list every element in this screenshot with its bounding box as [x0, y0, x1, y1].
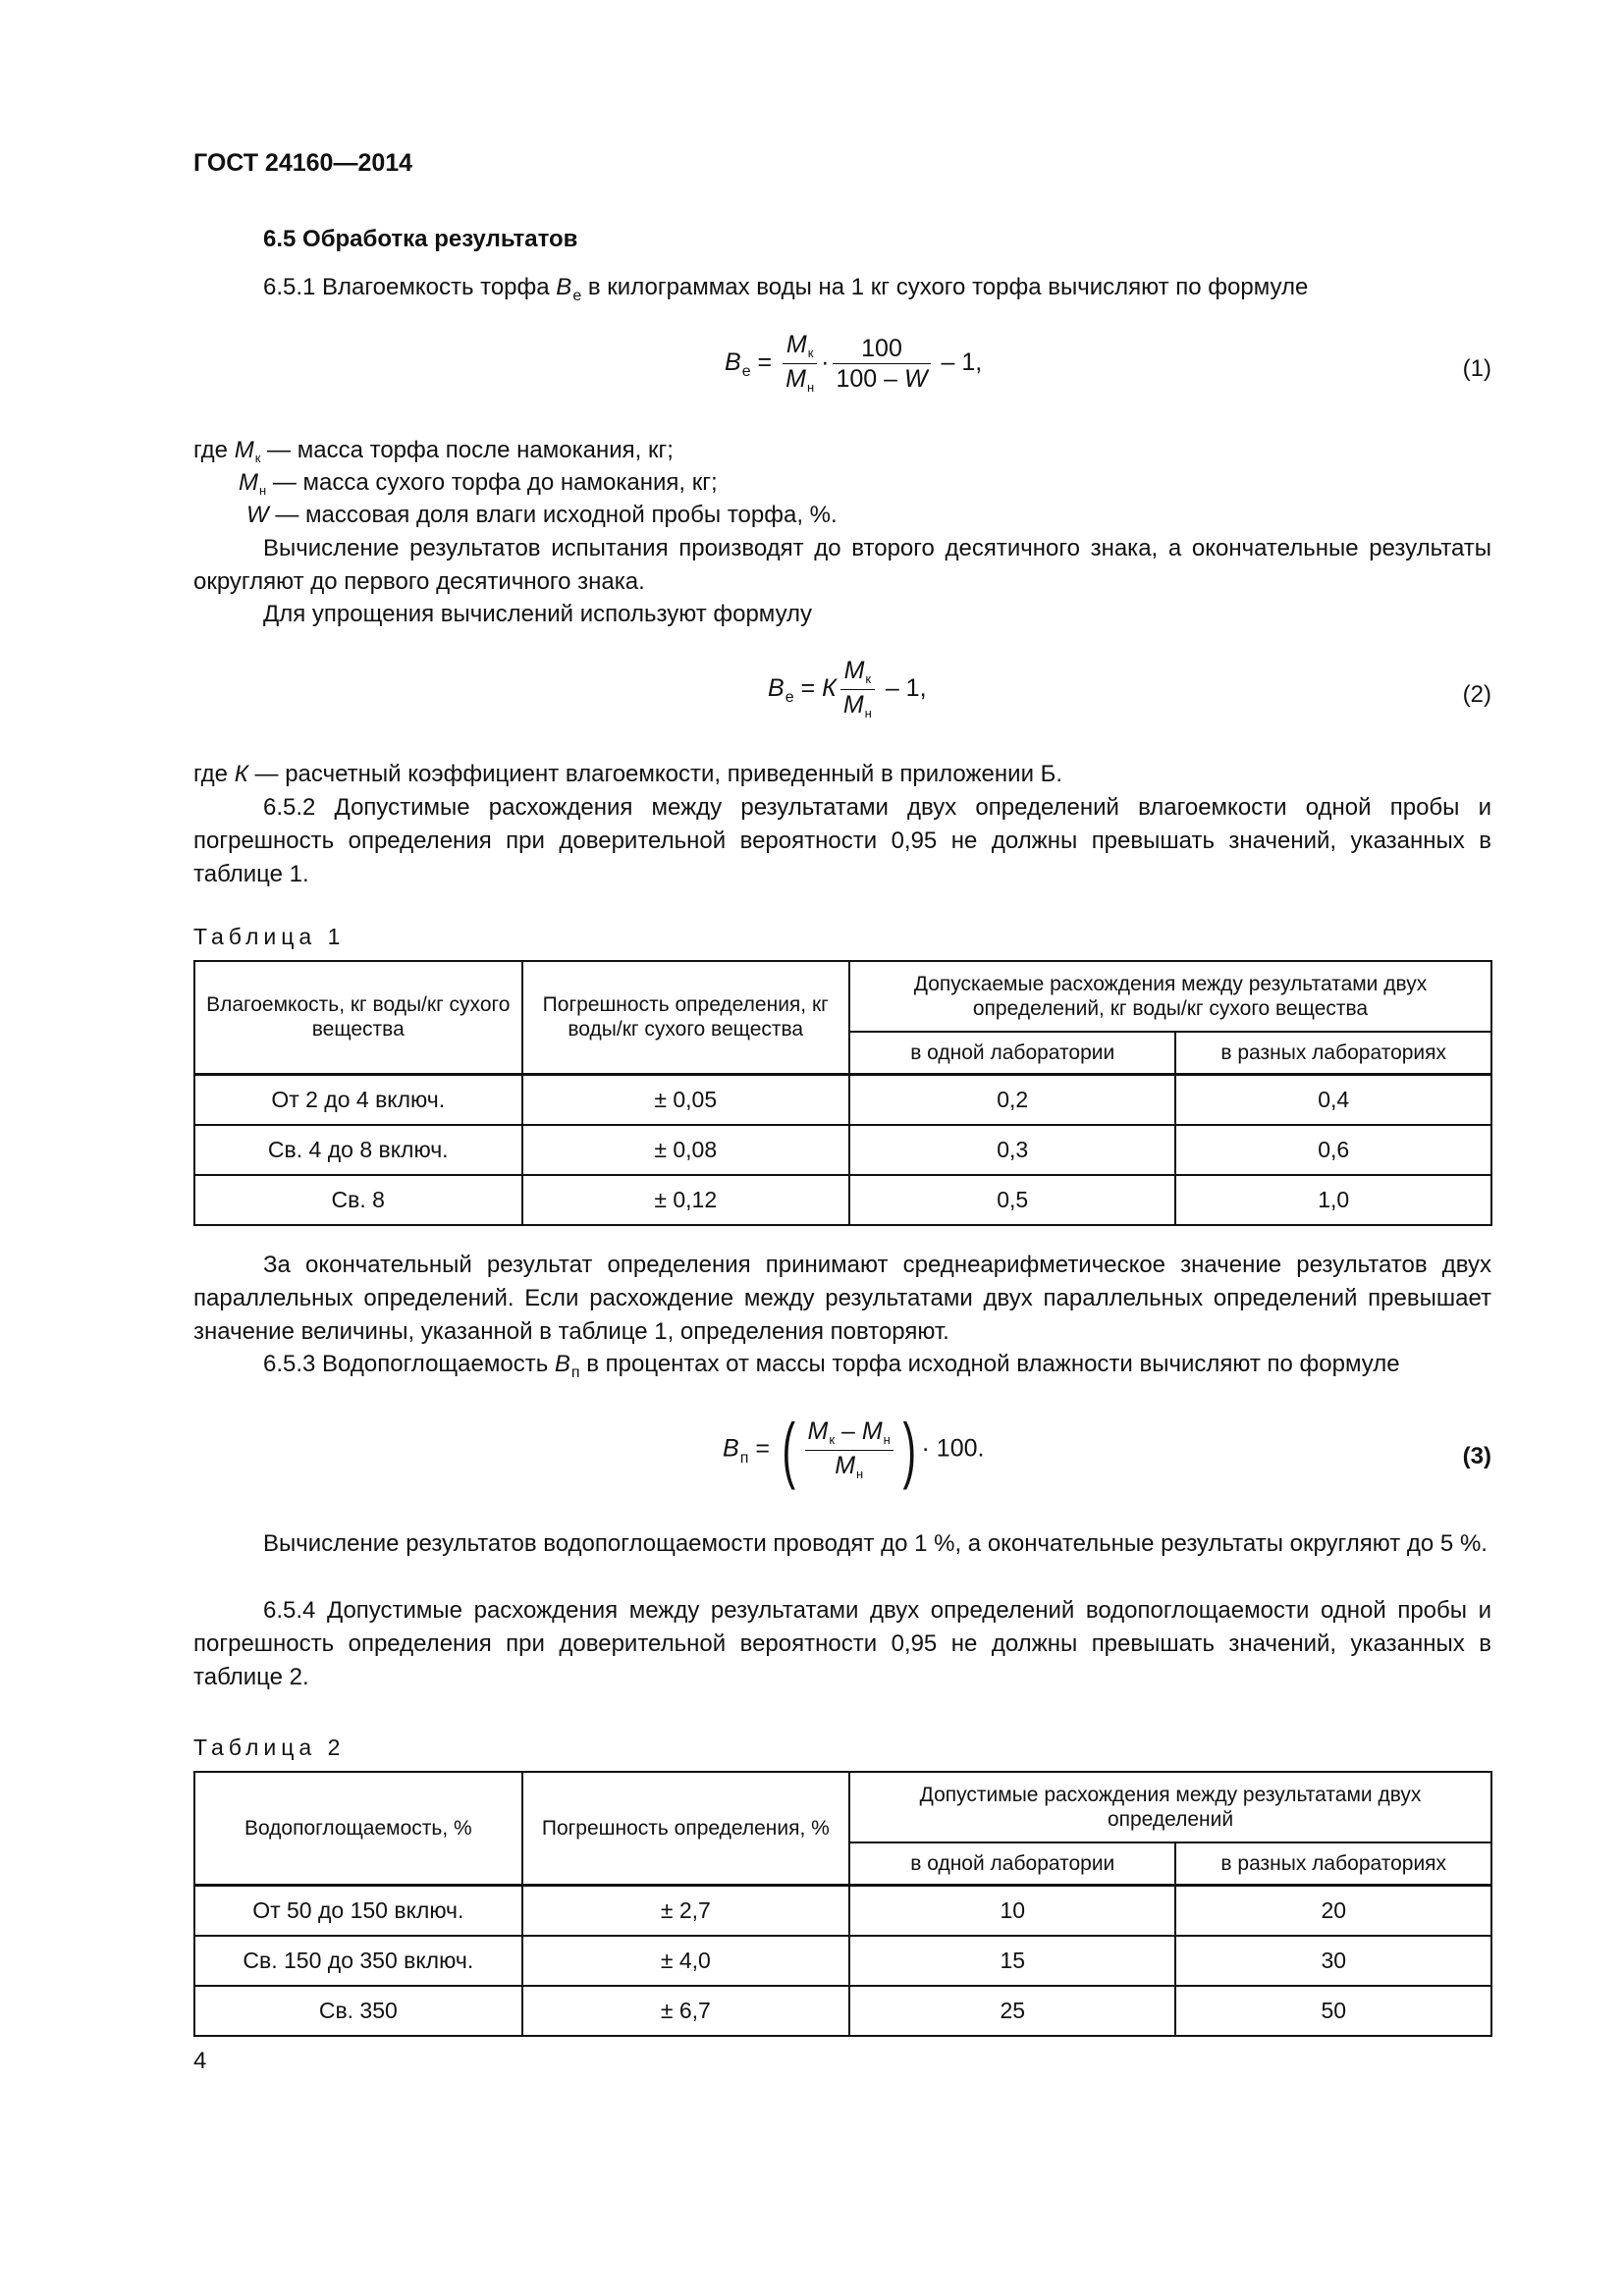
paragraph-6-5-3: 6.5.3 Водопоглощаемость $В_п$ в процентах от массы торфа исходной влажности вычисляют по формуле — [263, 1351, 1400, 1381]
formula-1-fraction-mass: $\frac{М_к}{М_н}$ — [783, 330, 817, 398]
paragraph-calculation-precision: Вычисление результатов испытания производят до второго десятичного знака, а окончательные результаты округляют до первого десятичного знака. — [193, 535, 1491, 595]
paragraph-final-result: За окончательный результат определения принимают среднеарифметическое значение результатов двух параллельных определений. Если расхождение между результатами двух параллельных определений превышает значение величины, указанной в таблице 1, определения повторяют. — [193, 1252, 1491, 1345]
table-cell: 15 — [849, 1936, 1175, 1986]
table-2-header-discrepancy: Допустимые расхождения между результатами двух определений — [849, 1772, 1491, 1842]
table-cell: Св. 4 до 8 включ. — [194, 1125, 522, 1175]
table-row — [194, 1986, 1491, 2036]
paragraph-6-5-1: 6.5.1 Влагоемкость торфа $В_е$ в килограммах воды на 1 кг сухого торфа вычисляют по формуле — [263, 274, 1309, 304]
table-1-header-discrepancy: Допускаемые расхождения между результатами двух определений, кг воды/кг сухого вещества — [849, 961, 1491, 1032]
formula-1-fraction-moisture: $\frac{100}{100 - W}$ — [833, 334, 930, 394]
table-cell: ± 0,08 — [522, 1125, 849, 1175]
table-cell: Св. 8 — [194, 1175, 522, 1225]
document-header: ГОСТ 24160—2014 — [193, 149, 413, 177]
table-cell: 1,0 — [1175, 1175, 1491, 1225]
table-cell: ± 4,0 — [522, 1936, 849, 1986]
formula-2-fraction: $\frac{М_к}{М_н}$ — [840, 656, 875, 723]
definition-k: где К — расчетный коэффициент влагоемкости, приведенный в приложении Б. — [193, 761, 1063, 787]
section-title: 6.5 Обработка результатов — [263, 226, 578, 252]
formula-1-number: (1) — [1462, 355, 1491, 382]
table-cell: 30 — [1175, 1936, 1491, 1986]
table-row — [194, 1125, 1491, 1175]
page-number: 4 — [193, 2048, 207, 2074]
table-cell: 25 — [849, 1986, 1175, 2036]
formula-2: $В_е = К$ $\frac{М_к}{М_н}$ – 1, — [768, 656, 927, 723]
table-2-caption: Таблица 2 — [193, 1735, 346, 1760]
table-cell: ± 2,7 — [522, 1885, 849, 1936]
formula-3-fraction: $\frac{М_к - М_н}{М_н}$ — [805, 1416, 893, 1484]
table-1 — [193, 960, 1492, 1226]
table-cell: ± 6,7 — [522, 1986, 849, 2036]
table-1-header-capacity: Влагоемкость, кг воды/кг сухого вещества — [194, 961, 522, 1074]
table-row — [194, 1074, 1491, 1125]
table-2-header-error: Погрешность определения, % — [522, 1772, 849, 1885]
table-cell: От 50 до 150 включ. — [194, 1885, 522, 1936]
table-row — [194, 1885, 1491, 1936]
table-cell: Св. 150 до 350 включ. — [194, 1936, 522, 1986]
paragraph-simplification: Для упрощения вычислений используют формулу — [263, 601, 813, 627]
table-cell: Св. 350 — [194, 1986, 522, 2036]
formula-2-number: (2) — [1462, 681, 1491, 708]
definition-mk: где $М_к$ — масса торфа после намокания, кг; — [193, 437, 674, 465]
definition-w: W — массовая доля влаги исходной пробы торфа, %. — [246, 502, 838, 528]
table-cell: 0,3 — [849, 1125, 1175, 1175]
table-cell: ± 0,05 — [522, 1074, 849, 1125]
table-cell: 10 — [849, 1885, 1175, 1936]
definition-mn: $М_н$ — масса сухого торфа до намокания, кг; — [239, 469, 718, 498]
paragraph-calculation-absorption: Вычисление результатов водопоглощаемости проводят до 1 %, а окончательные результаты округляют до 5 %. — [263, 1530, 1488, 1557]
table-2-header-different-labs: в разных лабораториях — [1175, 1842, 1491, 1885]
formula-3: $В_п$ = ( $\frac{М_к - М_н}{М_н}$ ) · 100. — [723, 1409, 985, 1490]
table-cell: 0,5 — [849, 1175, 1175, 1225]
table-1-caption: Таблица 1 — [193, 924, 346, 949]
table-cell: ± 0,12 — [522, 1175, 849, 1225]
table-cell: 0,6 — [1175, 1125, 1491, 1175]
table-2-header-same-lab: в одной лаборатории — [849, 1842, 1175, 1885]
table-cell: 20 — [1175, 1885, 1491, 1936]
table-1-header-different-labs: в разных лабораториях — [1175, 1032, 1491, 1074]
formula-3-number: (3) — [1462, 1443, 1491, 1469]
table-row — [194, 1175, 1491, 1225]
table-cell: 50 — [1175, 1986, 1491, 2036]
table-cell: 0,2 — [849, 1074, 1175, 1125]
paragraph-6-5-4: 6.5.4 Допустимые расхождения между результатами двух определений водопоглощаемости одной пробы и погрешность определения при доверительной вероятности 0,95 не должны превышать значений, указанных в таблице 2. — [193, 1597, 1491, 1690]
table-row — [194, 1936, 1491, 1986]
table-2-header-absorption: Водопоглощаемость, % — [194, 1772, 522, 1885]
table-cell: 0,4 — [1175, 1074, 1491, 1125]
table-2 — [193, 1771, 1492, 2037]
table-cell: От 2 до 4 включ. — [194, 1074, 522, 1125]
table-1-header-error: Погрешность определения, кг воды/кг сухого вещества — [522, 961, 849, 1074]
table-1-header-same-lab: в одной лаборатории — [849, 1032, 1175, 1074]
formula-1: $В_е$ = $\frac{М_к}{М_н}$ · $\frac{100}{100 - W}$ – 1, — [725, 330, 982, 398]
paragraph-6-5-2: 6.5.2 Допустимые расхождения между результатами двух определений влагоемкости одной пробы и погрешность определения при доверительной вероятности 0,95 не должны превышать значений, указанных в таблице 1. — [193, 794, 1491, 887]
